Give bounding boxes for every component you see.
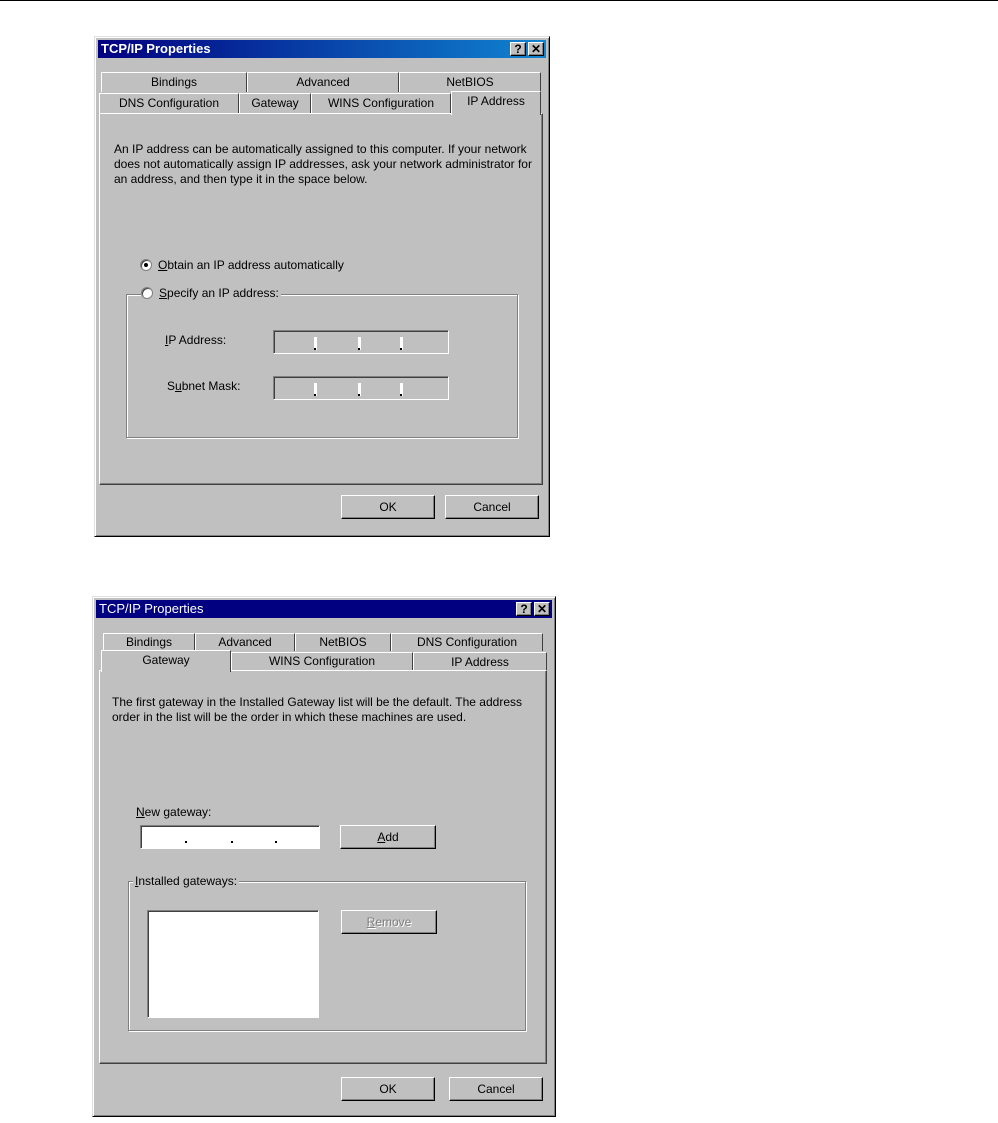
ip-address-field[interactable] — [273, 330, 449, 354]
tab-dns-configuration[interactable]: DNS Configuration — [391, 633, 543, 651]
add-button[interactable]: Add — [340, 825, 436, 849]
radio-unchecked-icon — [141, 287, 153, 299]
subnet-mask-field[interactable] — [273, 376, 449, 400]
specify-ip-groupbox — [126, 286, 518, 438]
tab-advanced[interactable]: Advanced — [247, 72, 399, 92]
tab-netbios[interactable]: NetBIOS — [399, 72, 541, 92]
tab-bindings[interactable]: Bindings — [101, 72, 247, 92]
installed-gateways-list[interactable] — [147, 910, 319, 1018]
help-button[interactable]: ? — [516, 602, 532, 616]
ip-address-label: IP Address: — [165, 333, 227, 347]
tab-panel — [99, 670, 547, 1064]
dialog-title: TCP/IP Properties — [101, 41, 211, 56]
help-button[interactable]: ? — [510, 42, 526, 56]
tab-panel — [99, 113, 543, 485]
description-text: An IP address can be automatically assigned to this computer. If your network does not automatically assign IP addresses, ask your network administrator for an address, and then type it in the space below. — [114, 142, 532, 186]
title-bar[interactable] — [98, 40, 546, 58]
remove-button[interactable]: Remove — [341, 910, 437, 934]
new-gateway-label: New gateway: — [136, 805, 212, 819]
tab-gateway[interactable]: Gateway — [239, 93, 311, 113]
installed-gateways-label: Installed gateways: — [135, 874, 238, 888]
ok-button[interactable]: OK — [341, 1077, 435, 1101]
tab-wins-configuration[interactable]: WINS Configuration — [231, 652, 413, 670]
tab-ip-address[interactable]: IP Address — [413, 652, 547, 670]
dialog-title: TCP/IP Properties — [99, 601, 204, 616]
close-icon[interactable]: ✕ — [534, 602, 550, 616]
subnet-mask-label: Subnet Mask: — [167, 379, 241, 393]
cancel-button[interactable]: Cancel — [445, 495, 539, 519]
tab-dns-configuration[interactable]: DNS Configuration — [99, 93, 239, 113]
obtain-ip-auto-label: Obtain an IP address automatically — [158, 258, 344, 272]
tab-advanced[interactable]: Advanced — [195, 633, 295, 651]
ok-button[interactable]: OK — [341, 495, 435, 519]
radio-checked-icon — [140, 259, 152, 271]
tcpip-properties-dialog-ip-address — [94, 36, 550, 537]
tcpip-properties-dialog-gateway — [92, 596, 556, 1117]
description-text: The first gateway in the Installed Gateway list will be the default. The address order in the list will be the order in which these machines are used. — [112, 695, 522, 724]
close-icon[interactable]: ✕ — [528, 42, 544, 56]
tab-wins-configuration[interactable]: WINS Configuration — [311, 93, 451, 113]
new-gateway-field[interactable] — [140, 825, 320, 849]
tab-ip-address[interactable]: IP Address — [451, 91, 541, 115]
tab-bindings[interactable]: Bindings — [103, 633, 195, 651]
title-bar[interactable] — [96, 600, 552, 618]
cancel-button[interactable]: Cancel — [449, 1077, 543, 1101]
obtain-ip-auto-radio[interactable] — [140, 258, 346, 272]
installed-gateways-groupbox — [128, 874, 526, 1031]
specify-ip-radio[interactable] — [141, 286, 281, 300]
page-top-rule — [0, 0, 998, 1]
specify-ip-label: Specify an IP address: — [159, 286, 279, 300]
tab-gateway[interactable]: Gateway — [101, 650, 231, 672]
tab-netbios[interactable]: NetBIOS — [295, 633, 391, 651]
